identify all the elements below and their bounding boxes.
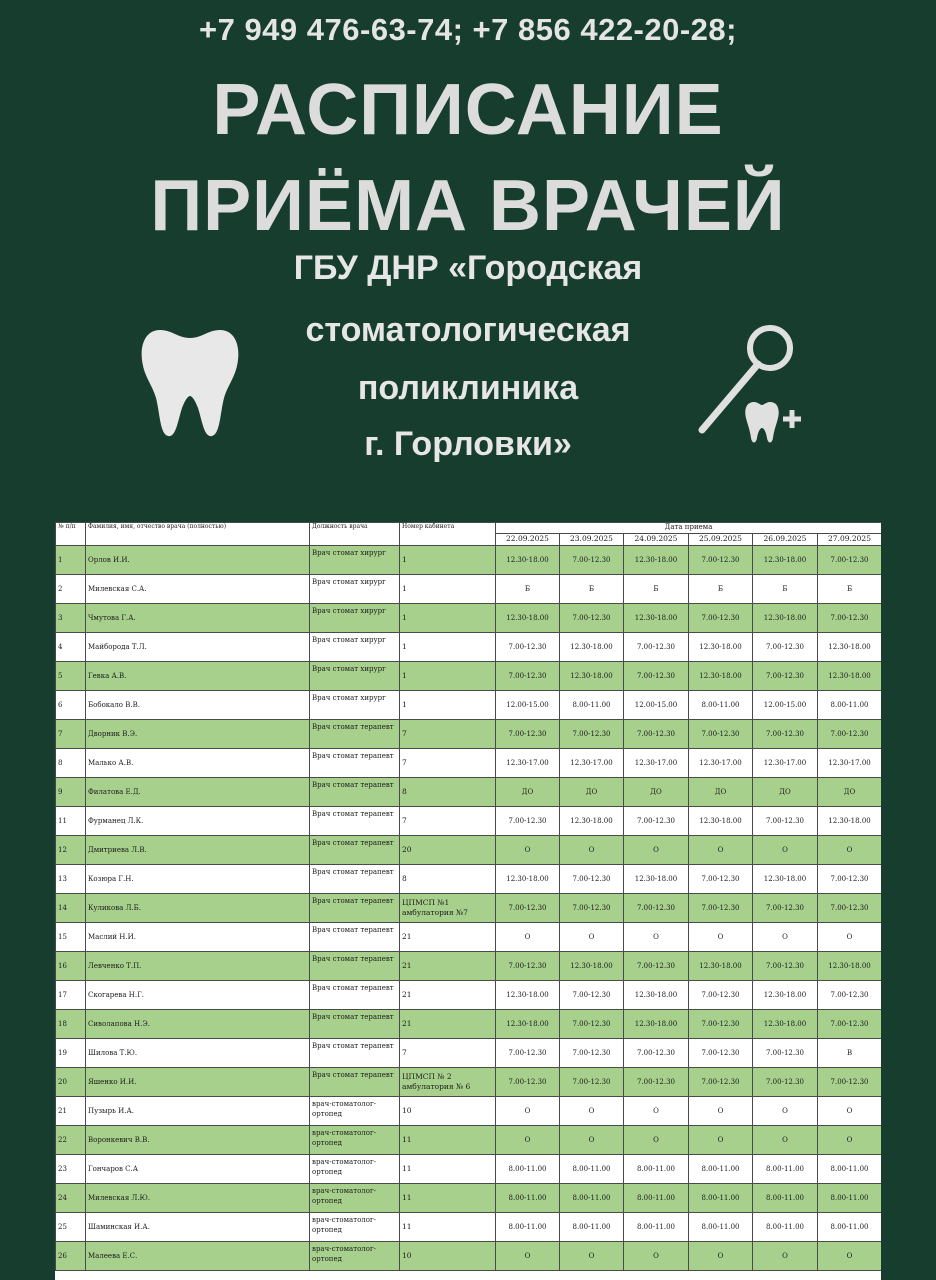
table-row — [56, 1155, 882, 1184]
schedule-cell: 12.30-18.00 — [496, 604, 560, 633]
row-number: 21 — [56, 1097, 86, 1126]
schedule-cell: 12.30-18.00 — [818, 662, 882, 691]
schedule-cell: 12.30-18.00 — [560, 807, 624, 836]
row-number: 9 — [56, 778, 86, 807]
room-number: 1 — [400, 546, 496, 575]
doctor-name: Воронкевич В.В. — [86, 1126, 310, 1155]
date-header: 24.09.2025 — [624, 534, 689, 546]
schedule-cell: О — [689, 1097, 753, 1126]
schedule-cell: 7.00-12.30 — [624, 662, 689, 691]
schedule-cell: 8.00-11.00 — [753, 1184, 818, 1213]
row-number: 3 — [56, 604, 86, 633]
doctor-name: Бобокало В.В. — [86, 691, 310, 720]
table-row — [56, 633, 882, 662]
row-number: 12 — [56, 836, 86, 865]
schedule-cell: 7.00-12.30 — [496, 633, 560, 662]
doctor-name: Левченко Т.П. — [86, 952, 310, 981]
schedule-cell: 12.30-18.00 — [496, 546, 560, 575]
schedule-cell: 12.30-18.00 — [689, 633, 753, 662]
schedule-cell: О — [624, 923, 689, 952]
doctor-position: Врач стомат хирург — [310, 662, 400, 691]
room-number: 1 — [400, 633, 496, 662]
schedule-cell: ДО — [689, 778, 753, 807]
date-header: 23.09.2025 — [560, 534, 624, 546]
schedule-cell: 7.00-12.30 — [753, 1039, 818, 1068]
schedule-cell: О — [818, 1126, 882, 1155]
room-number: 20 — [400, 836, 496, 865]
schedule-cell: 7.00-12.30 — [560, 981, 624, 1010]
doctor-position: Врач стомат хирург — [310, 633, 400, 662]
schedule-cell: О — [818, 1242, 882, 1271]
schedule-cell: 7.00-12.30 — [818, 894, 882, 923]
doctor-position: Врач стомат терапевт — [310, 1039, 400, 1068]
schedule-cell: Б — [689, 575, 753, 604]
room-number: 11 — [400, 1155, 496, 1184]
schedule-cell: 7.00-12.30 — [753, 807, 818, 836]
doctor-name: Милевская Л.Ю. — [86, 1184, 310, 1213]
schedule-cell: 7.00-12.30 — [496, 952, 560, 981]
schedule-cell: О — [560, 1242, 624, 1271]
table-row — [56, 1242, 882, 1271]
schedule-cell: 12.30-17.00 — [818, 749, 882, 778]
row-number: 18 — [56, 1010, 86, 1039]
doctor-name: Чмутова Г.А. — [86, 604, 310, 633]
table-row — [56, 865, 882, 894]
schedule-cell: 12.30-18.00 — [624, 1010, 689, 1039]
table-row — [56, 894, 882, 923]
schedule-cell: 8.00-11.00 — [818, 1213, 882, 1242]
doctor-position: Врач стомат терапевт — [310, 749, 400, 778]
schedule-cell: 12.00-15.00 — [624, 691, 689, 720]
schedule-table — [55, 522, 881, 1271]
room-number: 21 — [400, 1010, 496, 1039]
row-number: 26 — [56, 1242, 86, 1271]
col-header-date-group: Дата приема — [496, 523, 882, 534]
room-number: 7 — [400, 1039, 496, 1068]
room-number: 1 — [400, 662, 496, 691]
org-name-line1: ГБУ ДНР «Городская — [293, 249, 643, 287]
doctor-position: Врач стомат терапевт — [310, 1068, 400, 1097]
schedule-cell: 8.00-11.00 — [560, 1155, 624, 1184]
row-number: 23 — [56, 1155, 86, 1184]
schedule-cell: 12.30-18.00 — [689, 952, 753, 981]
schedule-cell: 8.00-11.00 — [560, 1213, 624, 1242]
schedule-cell: 7.00-12.30 — [496, 662, 560, 691]
schedule-cell: 7.00-12.30 — [818, 981, 882, 1010]
schedule-cell: 7.00-12.30 — [689, 894, 753, 923]
schedule-cell: 7.00-12.30 — [689, 981, 753, 1010]
doctor-name: Шилова Т.Ю. — [86, 1039, 310, 1068]
schedule-cell: 12.30-17.00 — [624, 749, 689, 778]
row-number: 13 — [56, 865, 86, 894]
schedule-cell: 12.30-18.00 — [753, 546, 818, 575]
schedule-cell: О — [818, 923, 882, 952]
table-row — [56, 662, 882, 691]
doctor-position: Врач стомат терапевт — [310, 894, 400, 923]
schedule-cell: 7.00-12.30 — [560, 720, 624, 749]
table-row — [56, 1010, 882, 1039]
schedule-cell: 12.30-18.00 — [624, 865, 689, 894]
schedule-cell: Б — [624, 575, 689, 604]
table-row — [56, 981, 882, 1010]
doctor-position: Врач стомат терапевт — [310, 952, 400, 981]
schedule-cell: 12.30-18.00 — [689, 662, 753, 691]
schedule-cell: О — [496, 1097, 560, 1126]
schedule-cell: 7.00-12.30 — [624, 894, 689, 923]
doctor-position: врач-стоматолог-ортопед — [310, 1213, 400, 1242]
room-number: 10 — [400, 1242, 496, 1271]
schedule-cell: 12.30-17.00 — [689, 749, 753, 778]
schedule-cell: 7.00-12.30 — [624, 1039, 689, 1068]
row-number: 4 — [56, 633, 86, 662]
table-row — [56, 575, 882, 604]
table-row — [56, 807, 882, 836]
schedule-cell: 8.00-11.00 — [624, 1155, 689, 1184]
schedule-cell: 12.30-18.00 — [753, 865, 818, 894]
schedule-cell: 7.00-12.30 — [753, 662, 818, 691]
table-row — [56, 546, 882, 575]
row-number: 20 — [56, 1068, 86, 1097]
schedule-cell: 8.00-11.00 — [560, 1184, 624, 1213]
schedule-cell: 12.30-18.00 — [818, 807, 882, 836]
schedule-cell: 8.00-11.00 — [624, 1213, 689, 1242]
room-number: ЦПМСП №1 амбулатория №7 — [400, 894, 496, 923]
room-number: 21 — [400, 981, 496, 1010]
schedule-cell: 7.00-12.30 — [689, 1039, 753, 1068]
doctor-name: Сиволапова Н.Э. — [86, 1010, 310, 1039]
table-row — [56, 691, 882, 720]
schedule-cell: Б — [496, 575, 560, 604]
tooth-icon — [140, 322, 240, 442]
table-row — [56, 720, 882, 749]
schedule-cell: О — [496, 923, 560, 952]
table-row — [56, 1097, 882, 1126]
date-header: 25.09.2025 — [689, 534, 753, 546]
row-number: 19 — [56, 1039, 86, 1068]
room-number: 7 — [400, 720, 496, 749]
row-number: 7 — [56, 720, 86, 749]
schedule-cell: 12.30-17.00 — [560, 749, 624, 778]
schedule-cell: 7.00-12.30 — [496, 894, 560, 923]
schedule-cell: Б — [818, 575, 882, 604]
schedule-cell: 7.00-12.30 — [624, 720, 689, 749]
schedule-cell: 8.00-11.00 — [689, 1213, 753, 1242]
schedule-cell: О — [560, 836, 624, 865]
schedule-cell: 7.00-12.30 — [689, 865, 753, 894]
schedule-cell: 12.30-18.00 — [560, 952, 624, 981]
table-row — [56, 1213, 882, 1242]
date-header: 26.09.2025 — [753, 534, 818, 546]
schedule-cell: 12.30-18.00 — [624, 546, 689, 575]
row-number: 2 — [56, 575, 86, 604]
schedule-cell: О — [496, 836, 560, 865]
row-number: 11 — [56, 807, 86, 836]
schedule-cell: 7.00-12.30 — [624, 633, 689, 662]
schedule-cell: О — [753, 923, 818, 952]
row-number: 24 — [56, 1184, 86, 1213]
schedule-cell: 12.30-18.00 — [689, 807, 753, 836]
date-header: 27.09.2025 — [818, 534, 882, 546]
schedule-cell: О — [689, 1242, 753, 1271]
org-name-line3: поликлиника — [357, 369, 579, 407]
doctor-position: врач-стоматолог-ортопед — [310, 1184, 400, 1213]
room-number: 11 — [400, 1213, 496, 1242]
doctor-name: Малько А.В. — [86, 749, 310, 778]
schedule-table-container — [55, 522, 881, 1280]
schedule-cell: ДО — [624, 778, 689, 807]
row-number: 14 — [56, 894, 86, 923]
schedule-cell: 12.30-18.00 — [496, 1010, 560, 1039]
schedule-cell: 7.00-12.30 — [689, 546, 753, 575]
schedule-cell: 7.00-12.30 — [496, 1039, 560, 1068]
schedule-cell: О — [689, 1126, 753, 1155]
schedule-cell: О — [818, 1097, 882, 1126]
room-number: 8 — [400, 865, 496, 894]
contact-phones: +7 949 476-63-74; +7 856 422-20-28; — [198, 12, 737, 47]
schedule-cell: О — [753, 1242, 818, 1271]
doctor-position: Врач стомат терапевт — [310, 923, 400, 952]
schedule-cell: 12.30-18.00 — [496, 981, 560, 1010]
row-number: 17 — [56, 981, 86, 1010]
doctor-position: Врач стомат терапевт — [310, 865, 400, 894]
table-row — [56, 604, 882, 633]
doctor-name: Скогарева Н.Г. — [86, 981, 310, 1010]
room-number: 1 — [400, 604, 496, 633]
room-number: 21 — [400, 952, 496, 981]
schedule-cell: О — [818, 836, 882, 865]
doctor-name: Куликова Л.Б. — [86, 894, 310, 923]
schedule-cell: О — [560, 1126, 624, 1155]
schedule-cell: 12.30-18.00 — [753, 981, 818, 1010]
schedule-cell: 8.00-11.00 — [818, 1184, 882, 1213]
room-number: 7 — [400, 807, 496, 836]
room-number: 10 — [400, 1097, 496, 1126]
schedule-cell: 8.00-11.00 — [496, 1184, 560, 1213]
table-row — [56, 923, 882, 952]
schedule-cell: 7.00-12.30 — [818, 865, 882, 894]
table-row — [56, 1039, 882, 1068]
schedule-cell: О — [624, 836, 689, 865]
schedule-cell: 7.00-12.30 — [496, 720, 560, 749]
doctor-name: Орлов И.И. — [86, 546, 310, 575]
schedule-cell: 8.00-11.00 — [496, 1213, 560, 1242]
schedule-cell: 8.00-11.00 — [689, 1155, 753, 1184]
row-number: 6 — [56, 691, 86, 720]
schedule-cell: 7.00-12.30 — [753, 952, 818, 981]
table-row — [56, 1126, 882, 1155]
schedule-cell: ДО — [560, 778, 624, 807]
schedule-cell: 12.30-17.00 — [753, 749, 818, 778]
table-row — [56, 836, 882, 865]
room-number: 8 — [400, 778, 496, 807]
table-row — [56, 1068, 882, 1097]
schedule-cell: 8.00-11.00 — [689, 1184, 753, 1213]
schedule-cell: 8.00-11.00 — [496, 1155, 560, 1184]
doctor-position: Врач стомат хирург — [310, 604, 400, 633]
doctor-name: Малеева Е.С. — [86, 1242, 310, 1271]
schedule-cell: 12.30-18.00 — [818, 633, 882, 662]
table-row — [56, 778, 882, 807]
date-header: 22.09.2025 — [496, 534, 560, 546]
doctor-name: Дворник В.Э. — [86, 720, 310, 749]
doctor-name: Пузырь И.А. — [86, 1097, 310, 1126]
doctor-position: врач-стоматолог-ортопед — [310, 1155, 400, 1184]
doctor-name: Шаминская И.А. — [86, 1213, 310, 1242]
schedule-table-body — [56, 546, 882, 1271]
schedule-cell: О — [753, 836, 818, 865]
schedule-cell: 7.00-12.30 — [624, 1068, 689, 1097]
doctor-position: врач-стоматолог-ортопед — [310, 1126, 400, 1155]
row-number: 16 — [56, 952, 86, 981]
row-number: 22 — [56, 1126, 86, 1155]
room-number: 21 — [400, 923, 496, 952]
schedule-cell: 7.00-12.30 — [818, 1068, 882, 1097]
schedule-cell: 12.00-15.00 — [753, 691, 818, 720]
schedule-cell: 7.00-12.30 — [560, 1010, 624, 1039]
schedule-cell: ДО — [753, 778, 818, 807]
schedule-cell: 12.30-18.00 — [560, 633, 624, 662]
room-number: 7 — [400, 749, 496, 778]
doctor-position: Врач стомат терапевт — [310, 1010, 400, 1039]
doctor-position: Врач стомат терапевт — [310, 981, 400, 1010]
schedule-cell: 7.00-12.30 — [689, 604, 753, 633]
schedule-cell: 7.00-12.30 — [560, 1068, 624, 1097]
schedule-cell: 7.00-12.30 — [624, 807, 689, 836]
schedule-cell: 7.00-12.30 — [560, 604, 624, 633]
schedule-cell: 7.00-12.30 — [496, 1068, 560, 1097]
schedule-cell: 8.00-11.00 — [753, 1155, 818, 1184]
schedule-cell: 7.00-12.30 — [818, 720, 882, 749]
schedule-cell: 8.00-11.00 — [624, 1184, 689, 1213]
schedule-cell: 7.00-12.30 — [496, 807, 560, 836]
schedule-cell: 8.00-11.00 — [689, 691, 753, 720]
schedule-cell: 7.00-12.30 — [818, 604, 882, 633]
schedule-cell: 8.00-11.00 — [818, 691, 882, 720]
schedule-cell: О — [560, 923, 624, 952]
schedule-cell: 7.00-12.30 — [753, 633, 818, 662]
schedule-cell: 7.00-12.30 — [624, 952, 689, 981]
schedule-cell: ДО — [496, 778, 560, 807]
schedule-cell: О — [496, 1242, 560, 1271]
schedule-cell: О — [560, 1097, 624, 1126]
room-number: 1 — [400, 575, 496, 604]
row-number: 5 — [56, 662, 86, 691]
schedule-cell: 7.00-12.30 — [753, 720, 818, 749]
schedule-cell: 7.00-12.30 — [689, 1068, 753, 1097]
schedule-cell: 7.00-12.30 — [560, 894, 624, 923]
schedule-cell: 7.00-12.30 — [753, 894, 818, 923]
schedule-cell: 7.00-12.30 — [818, 546, 882, 575]
doctor-position: Врач стомат терапевт — [310, 836, 400, 865]
schedule-cell: О — [689, 836, 753, 865]
doctor-name: Козюра Г.Н. — [86, 865, 310, 894]
schedule-cell: 12.30-17.00 — [496, 749, 560, 778]
schedule-cell: 12.30-18.00 — [624, 981, 689, 1010]
doctor-position: врач-стоматолог-ортопед — [310, 1097, 400, 1126]
doctor-name: Гевка А.В. — [86, 662, 310, 691]
room-number: 1 — [400, 691, 496, 720]
schedule-cell: ДО — [818, 778, 882, 807]
doctor-name: Майборода Т.Л. — [86, 633, 310, 662]
schedule-cell: 7.00-12.30 — [560, 1039, 624, 1068]
doctor-name: Дмитриева Л.В. — [86, 836, 310, 865]
doctor-name: Милевская С.А. — [86, 575, 310, 604]
room-number: 11 — [400, 1184, 496, 1213]
dental-mirror-icon — [688, 318, 818, 448]
doctor-name: Филатова Е.Д. — [86, 778, 310, 807]
schedule-cell: О — [753, 1126, 818, 1155]
schedule-cell: 12.30-18.00 — [753, 1010, 818, 1039]
doctor-position: Врач стомат хирург — [310, 575, 400, 604]
schedule-cell: 7.00-12.30 — [560, 865, 624, 894]
col-header-num: № п/п — [56, 523, 86, 546]
page-title-line1: РАСПИСАНИЕ — [212, 70, 724, 150]
schedule-cell: 7.00-12.30 — [689, 720, 753, 749]
row-number: 25 — [56, 1213, 86, 1242]
schedule-cell: 12.30-18.00 — [560, 662, 624, 691]
schedule-cell: О — [624, 1097, 689, 1126]
doctor-name: Фурманец Л.К. — [86, 807, 310, 836]
schedule-cell: 12.30-18.00 — [624, 604, 689, 633]
doctor-position: Врач стомат терапевт — [310, 807, 400, 836]
doctor-position: Врач стомат терапевт — [310, 720, 400, 749]
row-number: 1 — [56, 546, 86, 575]
doctor-name: Яшенко И.И. — [86, 1068, 310, 1097]
schedule-cell: 7.00-12.30 — [689, 1010, 753, 1039]
room-number: ЦПМСП № 2 амбулатория № 6 — [400, 1068, 496, 1097]
schedule-cell: 8.00-11.00 — [560, 691, 624, 720]
doctor-position: врач-стоматолог-ортопед — [310, 1242, 400, 1271]
schedule-cell: О — [624, 1126, 689, 1155]
col-header-position: Должность врача — [310, 523, 400, 546]
schedule-cell: О — [689, 923, 753, 952]
doctor-position: Врач стомат терапевт — [310, 778, 400, 807]
schedule-cell: В — [818, 1039, 882, 1068]
col-header-name: Фамилия, имя, отчество врача (полностью) — [86, 523, 310, 546]
doctor-name: Маслий Н.И. — [86, 923, 310, 952]
schedule-cell: 12.30-18.00 — [818, 952, 882, 981]
col-header-room: Номер кабинета — [400, 523, 496, 546]
schedule-cell: 7.00-12.30 — [560, 546, 624, 575]
doctor-position: Врач стомат хирург — [310, 691, 400, 720]
schedule-cell: О — [624, 1242, 689, 1271]
row-number: 8 — [56, 749, 86, 778]
schedule-cell: 7.00-12.30 — [818, 1010, 882, 1039]
table-row — [56, 1184, 882, 1213]
room-number: 11 — [400, 1126, 496, 1155]
doctor-position: Врач стомат хирург — [310, 546, 400, 575]
table-row — [56, 952, 882, 981]
schedule-cell: 12.30-18.00 — [753, 604, 818, 633]
page-title-line2: ПРИЁМА ВРАЧЕЙ — [150, 166, 786, 246]
schedule-cell: 8.00-11.00 — [753, 1213, 818, 1242]
schedule-cell: О — [753, 1097, 818, 1126]
org-name-line2: стоматологическая — [305, 311, 631, 349]
schedule-cell: 12.00-15.00 — [496, 691, 560, 720]
table-row — [56, 749, 882, 778]
schedule-cell: 12.30-18.00 — [496, 865, 560, 894]
org-name-line4: г. Горловки» — [364, 425, 572, 463]
schedule-cell: Б — [753, 575, 818, 604]
schedule-cell: О — [496, 1126, 560, 1155]
schedule-cell: 7.00-12.30 — [753, 1068, 818, 1097]
schedule-cell: Б — [560, 575, 624, 604]
row-number: 15 — [56, 923, 86, 952]
doctor-name: Гончаров С.А — [86, 1155, 310, 1184]
schedule-cell: 8.00-11.00 — [818, 1155, 882, 1184]
